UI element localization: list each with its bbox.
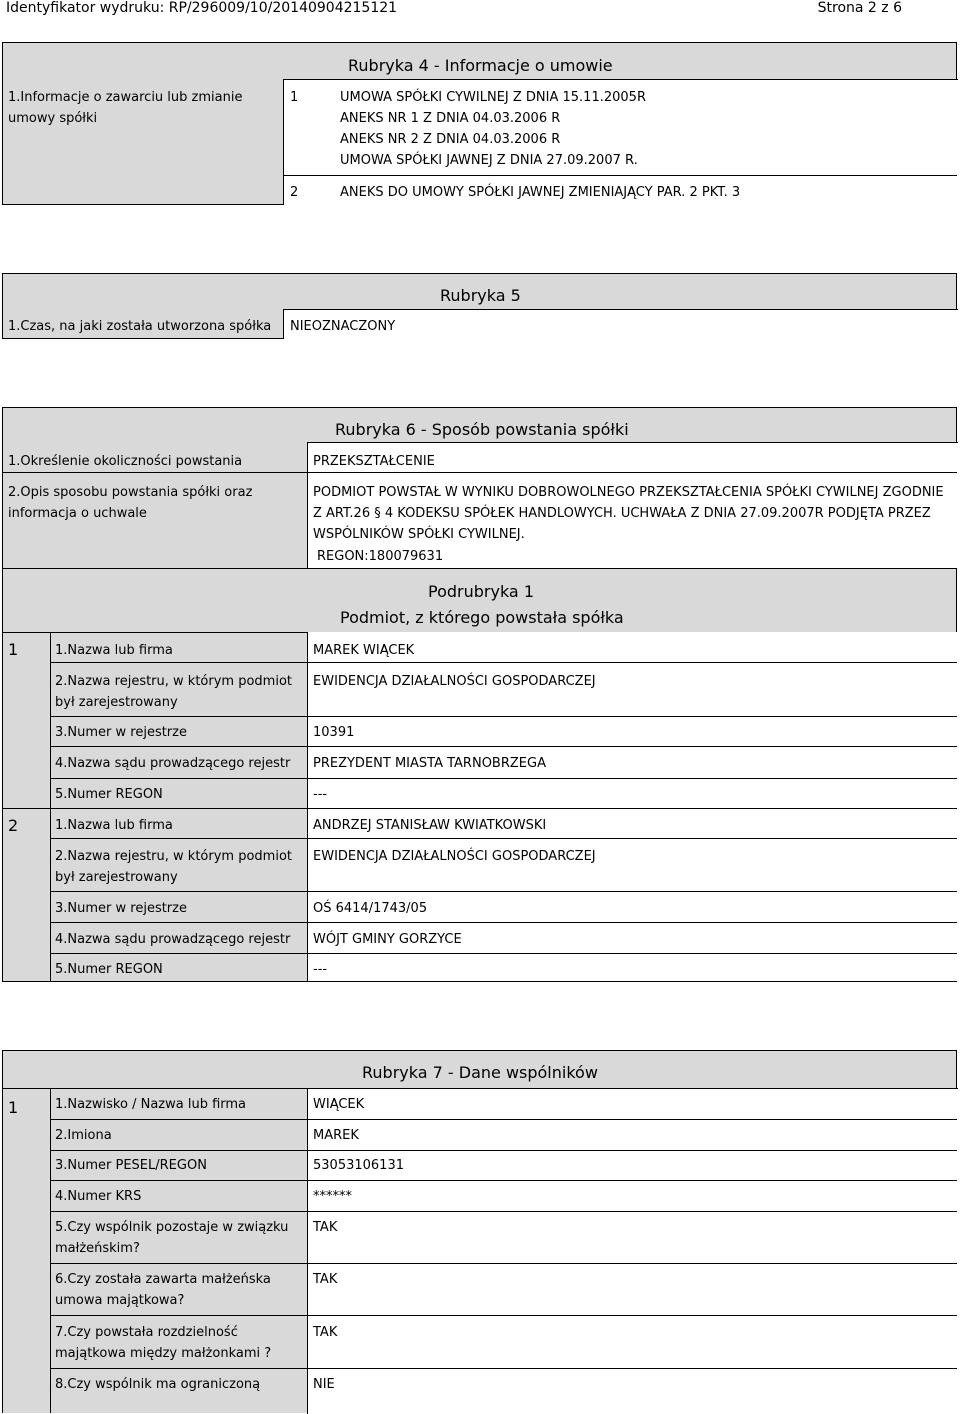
entity-number: 2	[8, 816, 19, 835]
entity-field-label: 3.Numer w rejestrze	[55, 725, 187, 740]
partner-field-value: TAK	[313, 1220, 338, 1235]
entity-field-label: 4.Nazwa sądu prowadzącego rejestr	[55, 756, 291, 771]
partner-field-label: 7.Czy powstała rozdzielność majątkowa między małżonkami ?	[55, 1325, 272, 1361]
entity-field-value: EWIDENCJA DZIAŁALNOŚCI GOSPODARCZEJ	[313, 674, 596, 689]
r4-row-line: UMOWA SPÓŁKI JAWNEJ Z DNIA 27.09.2007 R.	[340, 153, 638, 168]
partner-field-label: 2.Imiona	[55, 1128, 112, 1143]
entity-field-label: 1.Nazwa lub firma	[55, 818, 173, 833]
r4-row-line: ANEKS NR 2 Z DNIA 04.03.2006 R	[340, 132, 561, 147]
entity-field-value: EWIDENCJA DZIAŁALNOŚCI GOSPODARCZEJ	[313, 849, 596, 864]
podrubryka-title: Podrubryka 1	[428, 582, 534, 601]
entity-field-label: 1.Nazwa lub firma	[55, 643, 173, 658]
rubryka-6-title: Rubryka 6 - Sposób powstania spółki	[335, 420, 629, 439]
r6-label-2: 2.Opis sposobu powstania spółki oraz informacja o uchwale	[8, 485, 253, 521]
entity-field-value: OŚ 6414/1743/05	[313, 901, 428, 916]
entity-field-value: 10391	[313, 725, 355, 740]
partner-field-value: TAK	[313, 1272, 338, 1287]
partner-field-label: 4.Numer KRS	[55, 1189, 142, 1204]
partner-field-value: NIE	[313, 1377, 335, 1392]
entity-field-label: 5.Numer REGON	[55, 962, 163, 977]
r6-value-2: PODMIOT POWSTAŁ W WYNIKU DOBROWOLNEGO PRZEKSZTAŁCENIA SPÓŁKI CYWILNEJ ZGODNIE Z ART.26 § 4 KODEKSU SPÓŁEK HANDLOWYCH. UCHWAŁA Z DNIA 27.09.2007R PODJĘTA PRZEZ WSPÓLNIKÓW SPÓŁKI CYWILNEJ.	[313, 485, 944, 542]
entity-field-value: ---	[313, 787, 328, 802]
r6-regon: REGON:180079631	[317, 549, 444, 564]
entity-field-value: PREZYDENT MIASTA TARNOBRZEGA	[313, 756, 546, 771]
entity-field-label: 2.Nazwa rejestru, w którym podmiot był zarejestrowany	[55, 674, 292, 710]
r5-value: NIEOZNACZONY	[290, 319, 396, 334]
rubryka-4-title: Rubryka 4 - Informacje o umowie	[348, 56, 613, 75]
r6-value-1: PRZEKSZTAŁCENIE	[313, 454, 435, 469]
partner-field-value: TAK	[313, 1325, 338, 1340]
partner-field-value: MAREK	[313, 1128, 359, 1143]
entity-field-value: ANDRZEJ STANISŁAW KWIATKOWSKI	[313, 818, 547, 833]
partner-field-label: 5.Czy wspólnik pozostaje w związku małżeńskim?	[55, 1220, 289, 1256]
r6-label-1: 1.Określenie okoliczności powstania	[8, 454, 243, 469]
partner-field-label: 8.Czy wspólnik ma ograniczoną	[55, 1377, 261, 1392]
r4-label: 1.Informacje o zawarciu lub zmianie umowy spółki	[8, 90, 243, 126]
r4-row-line: ANEKS DO UMOWY SPÓŁKI JAWNEJ ZMIENIAJĄCY PAR. 2 PKT. 3	[340, 185, 741, 200]
r4-row-num: 1	[290, 90, 299, 105]
print-identifier: Identyfikator wydruku: RP/296009/10/20140904215121	[6, 0, 398, 16]
r4-row-line: UMOWA SPÓŁKI CYWILNEJ Z DNIA 15.11.2005R	[340, 90, 646, 105]
partner-field-label: 1.Nazwisko / Nazwa lub firma	[55, 1097, 247, 1112]
rubryka-7-title: Rubryka 7 - Dane wspólników	[362, 1063, 598, 1082]
r5-label: 1.Czas, na jaki została utworzona spółka	[8, 319, 272, 334]
entity-field-label: 5.Numer REGON	[55, 787, 163, 802]
entity-field-value: WÓJT GMINY GORZYCE	[313, 932, 462, 947]
entity-field-value: ---	[313, 962, 328, 977]
r4-row-num: 2	[290, 185, 299, 200]
partner-field-label: 6.Czy została zawarta małżeńska umowa majątkowa?	[55, 1272, 271, 1308]
r4-row-line: ANEKS NR 1 Z DNIA 04.03.2006 R	[340, 111, 561, 126]
partner-number: 1	[8, 1098, 19, 1117]
entity-field-label: 2.Nazwa rejestru, w którym podmiot był zarejestrowany	[55, 849, 292, 885]
partner-field-value: 53053106131	[313, 1158, 404, 1173]
entity-number: 1	[8, 640, 19, 659]
page-number: Strona 2 z 6	[817, 0, 902, 16]
entity-field-label: 3.Numer w rejestrze	[55, 901, 187, 916]
rubryka-5-title: Rubryka 5	[440, 286, 521, 305]
partner-field-value: WIĄCEK	[313, 1097, 365, 1112]
podrubryka-subtitle: Podmiot, z którego powstała spółka	[340, 608, 624, 627]
entity-field-label: 4.Nazwa sądu prowadzącego rejestr	[55, 932, 291, 947]
entity-field-value: MAREK WIĄCEK	[313, 643, 415, 658]
partner-field-label: 3.Numer PESEL/REGON	[55, 1158, 207, 1173]
partner-field-value: ******	[313, 1189, 352, 1204]
